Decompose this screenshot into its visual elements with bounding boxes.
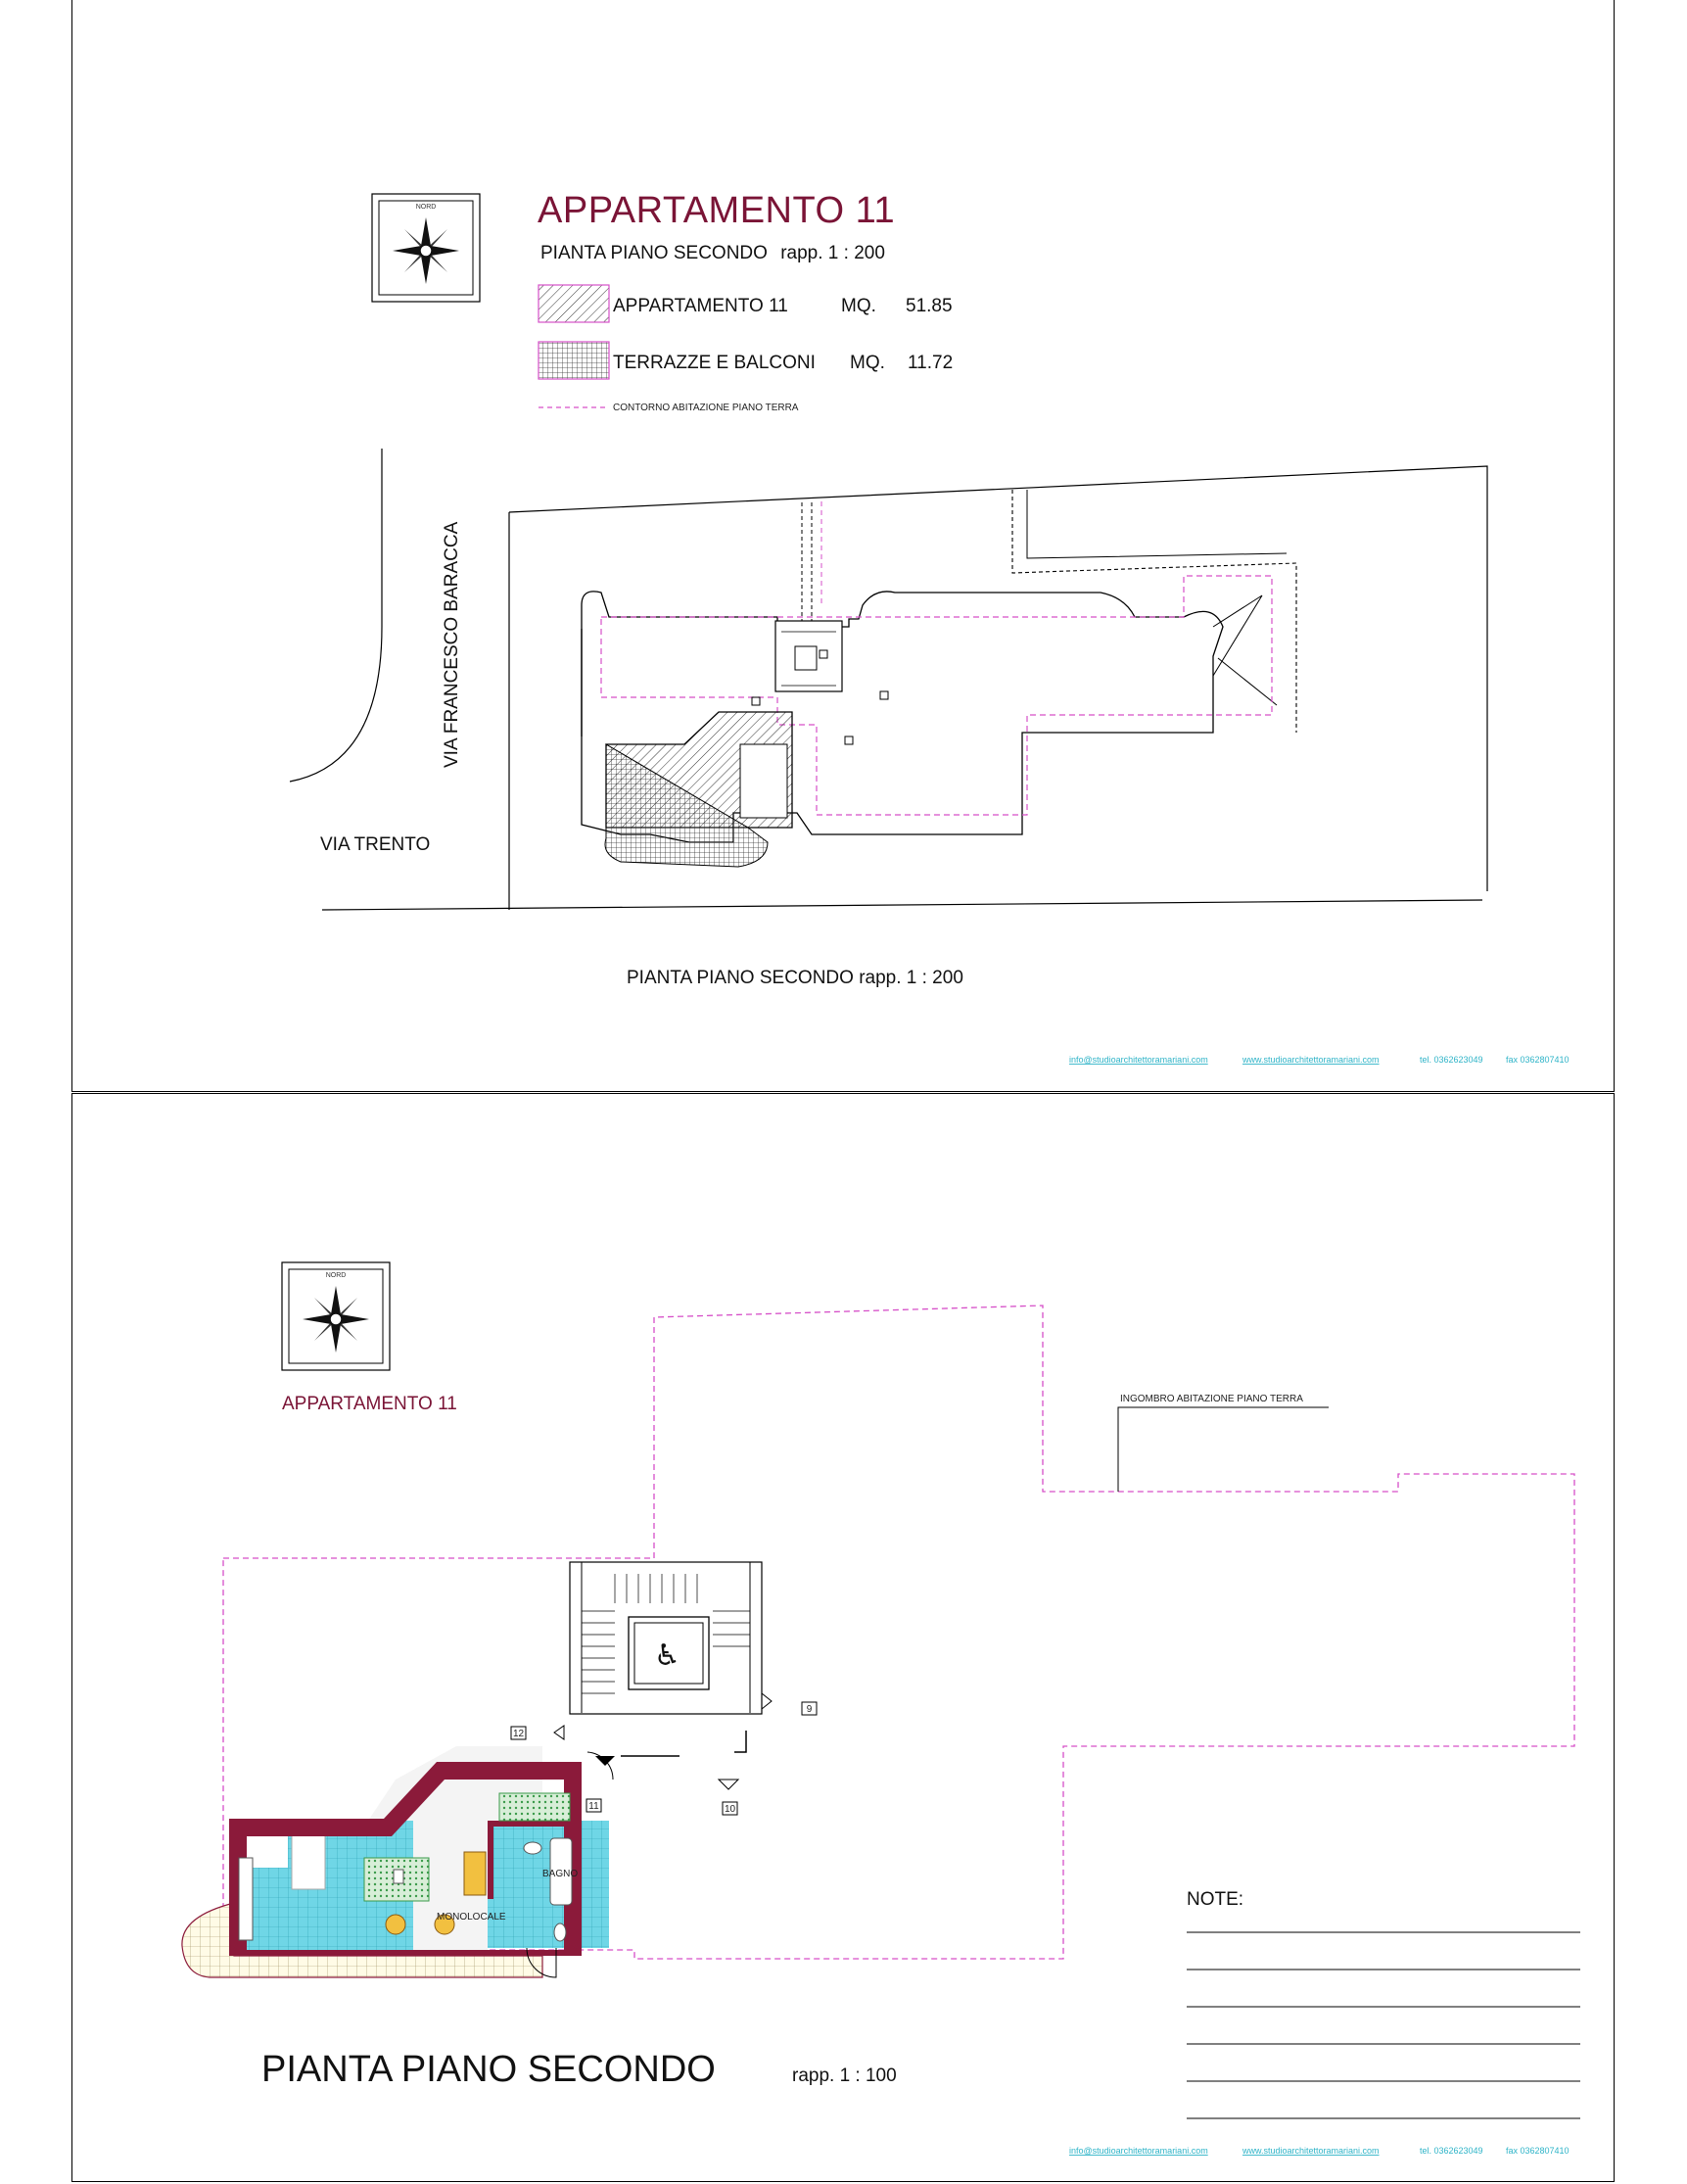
footer-bottom — [1069, 2146, 1570, 2156]
apartment-title: APPARTAMENTO 11 — [282, 1394, 457, 1414]
legend-value-apartment: 51.85 — [906, 296, 953, 316]
footer-website-link-2[interactable]: www.studioarchitettoramariani.com — [1242, 2146, 1380, 2156]
legend-unit-terrace: MQ. — [850, 353, 885, 373]
marker-10: 10 — [724, 1804, 736, 1815]
legend — [539, 285, 953, 413]
plan-subtitle — [540, 243, 885, 263]
footprint-label: INGOMBRO ABITAZIONE PIANO TERRA — [1120, 1394, 1303, 1404]
legend-contour-label: CONTORNO ABITAZIONE PIANO TERRA — [613, 403, 799, 413]
apartment-plan — [182, 1746, 613, 1977]
bottom-sheet — [71, 1093, 1615, 2182]
legend-swatch-apartment — [539, 285, 609, 322]
north-arrow-icon-2 — [303, 1286, 369, 1353]
footer-tel-2: tel. 0362623049 — [1420, 2146, 1483, 2156]
legend-value-terrace: 11.72 — [908, 353, 954, 373]
stair-core — [570, 1562, 762, 1714]
footer-fax-2: fax 0362807410 — [1506, 2146, 1570, 2156]
legend-label-terrace: TERRAZZE E BALCONI — [613, 353, 816, 373]
plan-caption-bottom: PIANTA PIANO SECONDO — [261, 2049, 716, 2090]
top-sheet — [71, 0, 1615, 1092]
footer — [1069, 1055, 1570, 1065]
footer-email-link[interactable]: info@studioarchitettoramariani.com — [1069, 1055, 1208, 1065]
north-box-2 — [282, 1262, 390, 1370]
marker-12: 12 — [512, 1729, 525, 1739]
legend-swatch-terrace — [539, 342, 609, 379]
footer-tel: tel. 0362623049 — [1420, 1055, 1483, 1065]
north-arrow-icon — [393, 217, 459, 284]
room-label-bath: BAGNO — [542, 1869, 579, 1879]
north-box — [372, 194, 480, 302]
north-label-2: NORD — [325, 1272, 347, 1279]
marker-11: 11 — [588, 1801, 599, 1812]
legend-label-apartment: APPARTAMENTO 11 — [613, 296, 788, 316]
plan-subtitle-text: PIANTA PIANO SECONDO — [540, 243, 768, 263]
site-plan — [290, 449, 1487, 910]
top-sheet-drawing — [72, 0, 1616, 1092]
footer-fax: fax 0362807410 — [1506, 1055, 1570, 1065]
accessibility-icon: ♿ — [654, 1638, 680, 1673]
street-label-trento: VIA TRENTO — [320, 834, 431, 855]
footer-email-link-2[interactable]: info@studioarchitettoramariani.com — [1069, 2146, 1208, 2156]
street-label-baracca: VIA FRANCESCO BARACCA — [442, 521, 462, 768]
bottom-sheet-drawing — [72, 1094, 1616, 2183]
plan-caption-scale: rapp. 1 : 100 — [792, 2065, 897, 2086]
notes-block — [1187, 1889, 1580, 2118]
notes-label: NOTE: — [1187, 1889, 1244, 1910]
page-title: APPARTAMENTO 11 — [538, 190, 896, 231]
legend-unit-apartment: MQ. — [841, 296, 876, 316]
footer-website-link[interactable]: www.studioarchitettoramariani.com — [1242, 1055, 1380, 1065]
plan-subtitle-scale: rapp. 1 : 200 — [780, 243, 885, 263]
plan-caption: PIANTA PIANO SECONDO rapp. 1 : 200 — [627, 968, 963, 988]
north-label: NORD — [415, 204, 437, 211]
marker-9: 9 — [806, 1704, 813, 1715]
room-label-living: MONOLOCALE — [437, 1912, 506, 1923]
